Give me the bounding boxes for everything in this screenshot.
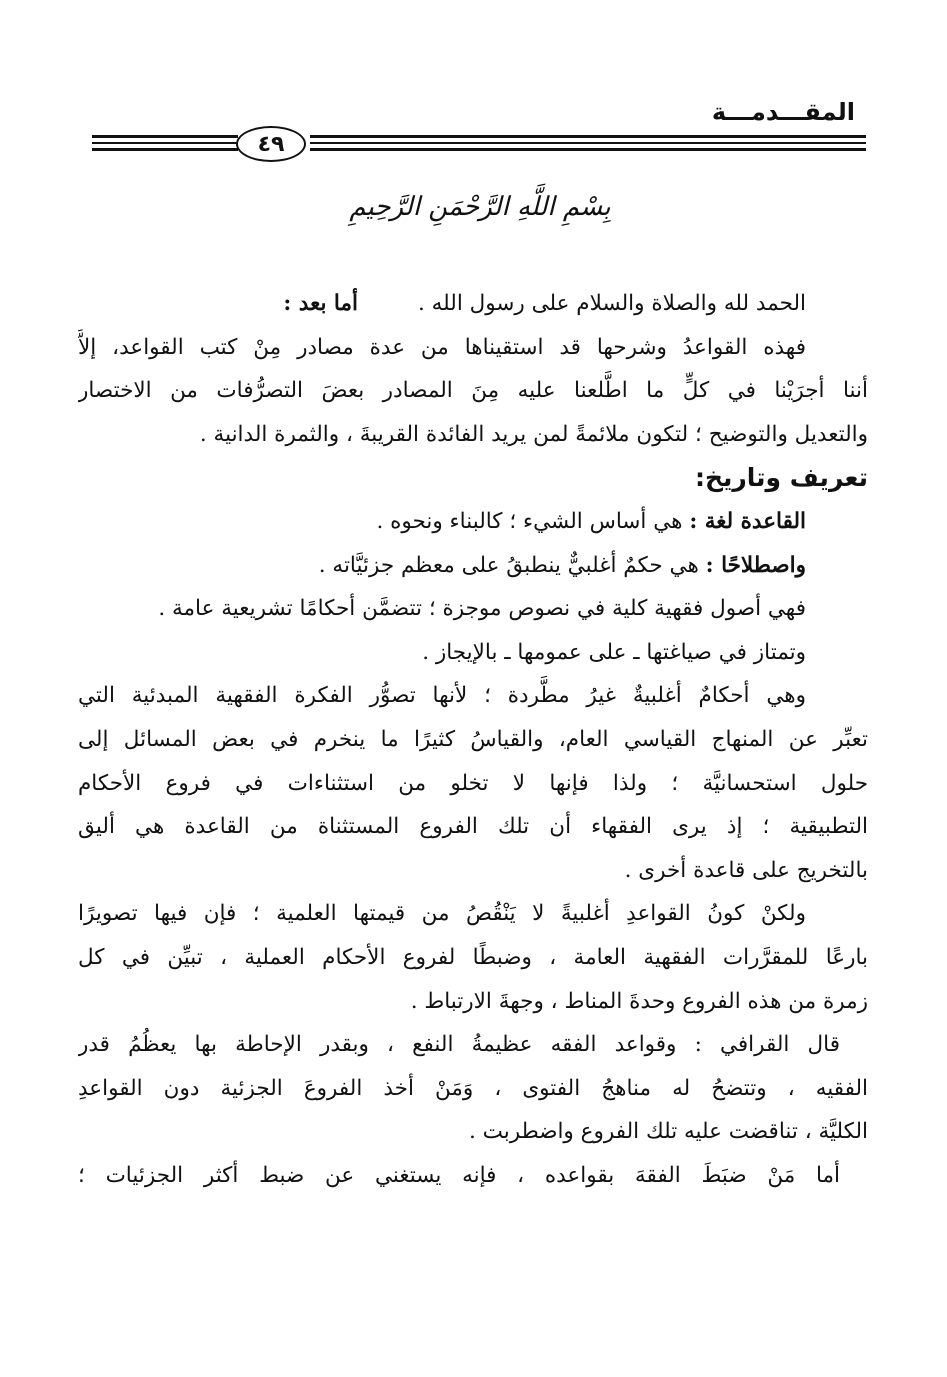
running-title: المقـــدمـــة [711,98,855,126]
text-line: ولكنْ كونُ القواعدِ أغلبيةً لا يَنْقُصُ من قيمتها العلمية ؛ فإن فيها تصويرًا [78,901,806,927]
text-line: بالتخريج على قاعدة أخرى . [624,857,868,883]
definition-line [78,500,868,544]
text-line: حلول استحسانيَّة ؛ ولذا فإنها لا تخلو من استثناءات في فروع الأحكام [78,770,868,796]
text-line: التطبيقية ؛ إذ يرى الفقهاء أن تلك الفروع المستثناة من القاعدة هي أليق [78,814,868,840]
text-line: فهذه القواعدُ وشرحها قد استقيناها من عدة مصادر مِنْ كتب القواعد، إلاَّ [78,334,806,360]
text-line: أننا أجرَيْنا في كلٍّ ما اطَّلعنا عليه مِنَ المصادر بعضَ التصرُّفات من الاختصار [78,378,868,404]
praise-text: الحمد لله والصلاة والسلام على رسول الله . [417,291,806,316]
text-line: والتعديل والتوضيح ؛ لتكون ملائمةً لمن يريد الفائدة القريبةَ ، والثمرة الدانية . [199,421,868,447]
definition-text: هي حكمٌ أغلبيٌّ ينطبقُ على معظم جزئيَّاته . [318,552,706,578]
definition-term: واصطلاحًا : [705,552,806,578]
text-line: فهي أصول فقهية كلية في نصوص موجزة ؛ تتضمَّن أحكامًا تشريعية عامة . [158,596,806,622]
definition-term: القاعدة لغة : [689,508,806,534]
opening-line [78,282,868,326]
text-line: أما مَنْ ضبَطَ الفقهَ بقواعده ، فإنه يستغني عن ضبط أكثر الجزئيات ؛ [78,1162,840,1188]
text-line: قال القرافي : وقواعد الفقه عظيمةُ النفع ، وبقدر الإحاطة بها يعظُمُ قدر [78,1032,840,1058]
definition-line [78,544,868,588]
text-line: وتمتاز في صياغتها ـ على عمومها ـ بالإيجاز . [422,639,806,665]
text-line: الفقيه ، وتتضحُ له مناهجُ الفتوى ، وَمَنْ أخذ الفروعَ الجزئية دون القواعدِ [78,1075,868,1101]
section-heading: تعريف وتاريخ: [694,463,868,493]
text-line: وهي أحكامٌ أغلبيةٌ غيرُ مطَّردة ؛ لأنها تصوُّر الفكرة الفقهية المبدئية التي [78,683,806,709]
text-line: زمرة من هذه الفروع وحدةَ المناط ، وجهةَ الارتباط . [410,988,868,1014]
amma-bad: أما بعد : [283,291,358,316]
basmala: بِسْمِ اللَّهِ الرَّحْمَنِ الرَّحِيمِ [349,192,611,222]
text-line: بارعًا للمقرَّرات الفقهية العامة ، وضبطًا لفروع الأحكام العملية ، تبيِّن في كل [78,944,868,970]
text-line: الكليَّة ، تناقضت عليه تلك الفروع واضطربت . [468,1119,868,1145]
definition-text: هي أساس الشيء ؛ كالبناء ونحوه . [376,508,690,534]
page-number: ٤٩ [236,126,306,162]
text-line: تعبِّر عن المنهاج القياسي العام، والقياسُ كثيرًا ما ينخرم في بعض المسائل إلى [78,726,868,752]
body-text [78,282,868,1197]
